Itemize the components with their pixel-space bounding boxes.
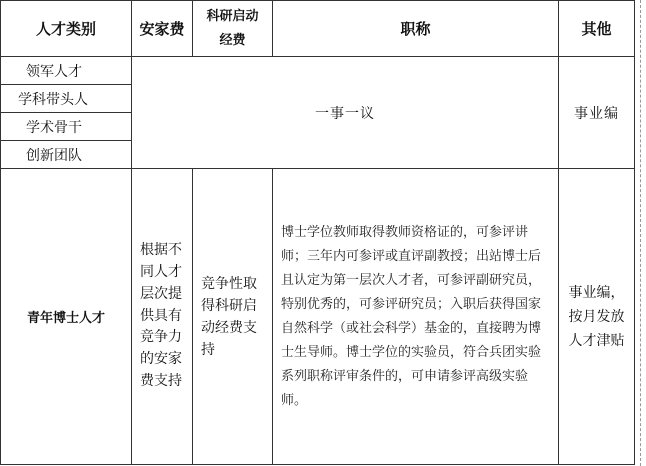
young-doctor-other: 事业编，按月发放人才津贴 [559, 169, 635, 465]
young-doctor-housing: 根据不同人才层次提供具有竞争力的安家费支持 [132, 169, 193, 465]
category-cell: 创新团队 [1, 141, 132, 169]
young-doctor-title: 博士学位教师取得教师资格证的，可参评讲师；三年内可参评或直评副教授；出站博士后且认定为第一层次人才者，可参评副研究员，特别优秀的，可参评研究员；入职后获得国家自然科学（或社会科学）基金的，直接聘为博士生导师。博士学位的实验员，符合兵团实验系列职称评审条件的，可申请参评高级实验师。 [273, 169, 559, 465]
policy-cell: 一事一议 [132, 57, 559, 169]
header-other: 其他 [559, 1, 635, 57]
category-cell: 学术骨干 [1, 113, 132, 141]
young-doctor-category: 青年博士人才 [1, 169, 132, 465]
young-doctor-research: 竞争性取得科研启动经费支持 [193, 169, 273, 465]
page-margin-guide [640, 0, 641, 466]
header-title: 职称 [273, 1, 559, 57]
table-row-young-doctor [1, 169, 635, 465]
table-row [1, 57, 635, 85]
header-research: 科研启动经费 [193, 1, 273, 57]
header-row [1, 1, 635, 57]
header-housing: 安家费 [132, 1, 193, 57]
header-category: 人才类别 [1, 1, 132, 57]
category-cell: 学科带头人 [1, 85, 132, 113]
other-cell: 事业编 [559, 57, 635, 169]
category-cell: 领军人才 [1, 57, 132, 85]
